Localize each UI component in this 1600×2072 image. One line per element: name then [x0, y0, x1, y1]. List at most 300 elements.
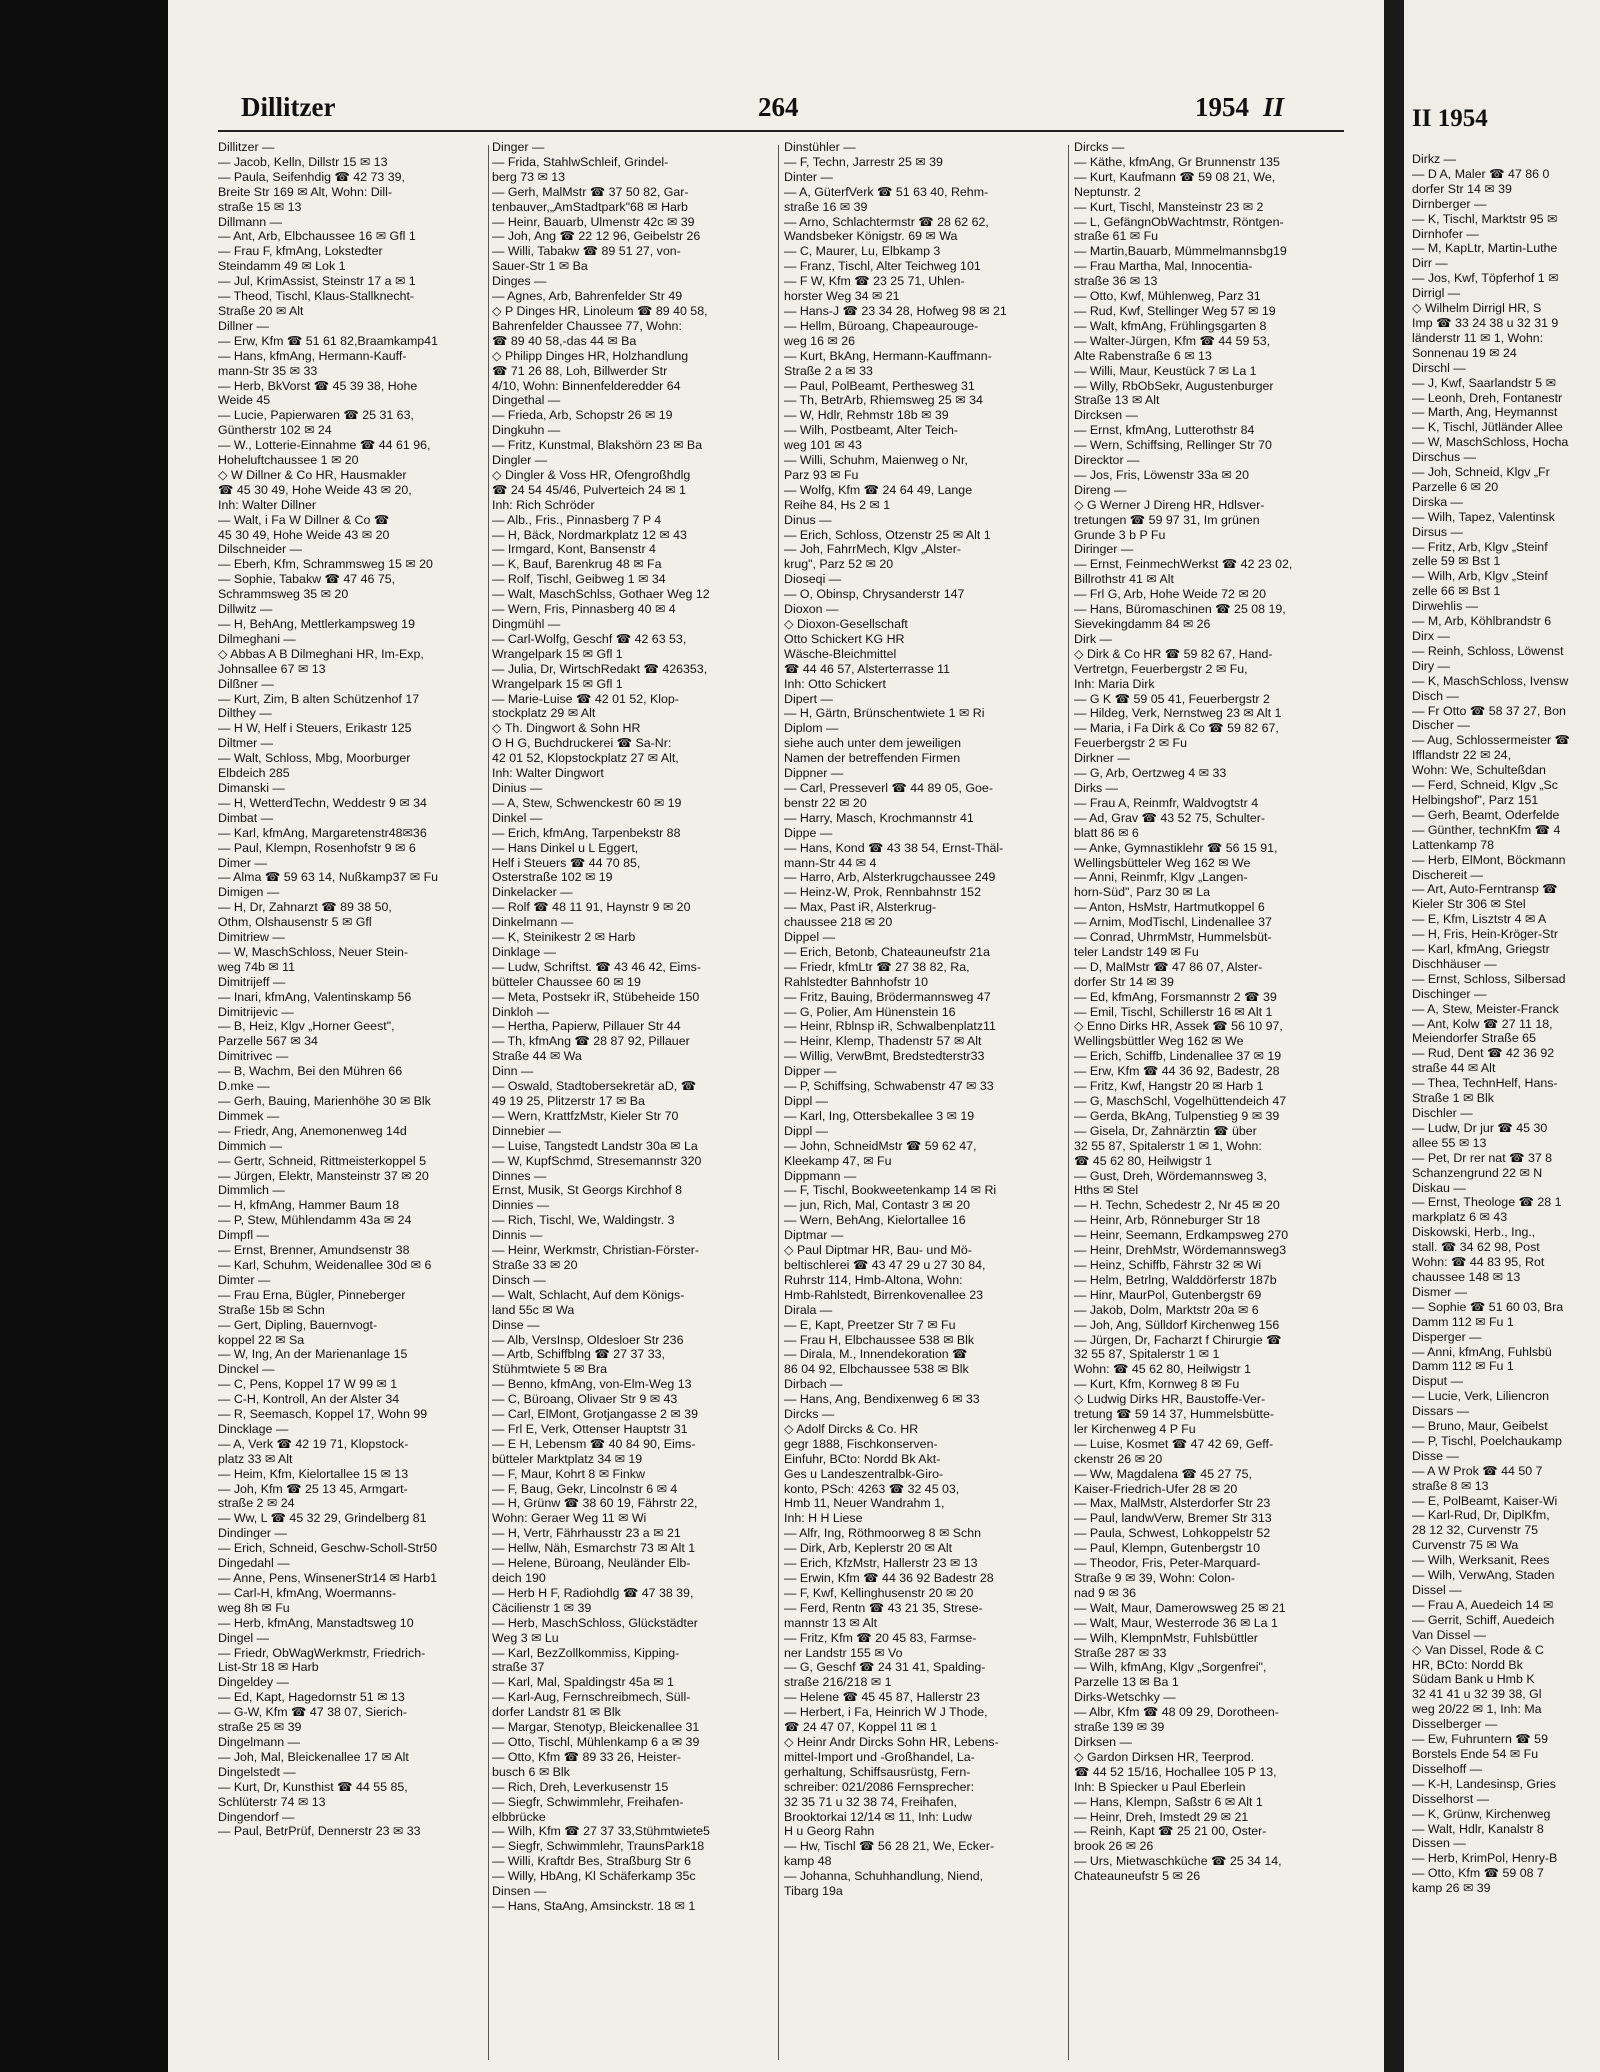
directory-line: Schanzengrund 22 ✉ N — [1412, 1165, 1543, 1180]
directory-line: — Sophie, Tabakw ☎ 47 46 75, — [218, 572, 396, 587]
directory-line: — Anke, Gymnastiklehr ☎ 56 15 91, — [1074, 840, 1278, 855]
directory-line: — Jos, Fris, Löwenstr 33a ✉ 20 — [1074, 467, 1249, 482]
directory-line: Straße 1 ✉ Blk — [1412, 1091, 1494, 1106]
directory-line: — Kurt, Kfm, Kornweg 8 ✉ Fu — [1074, 1377, 1240, 1392]
header-title: Dillitzer — [241, 92, 336, 122]
directory-line: kamp 48 — [784, 1854, 832, 1869]
directory-line: — Hellm, Büroang, Chapeaurouge- — [784, 318, 979, 333]
directory-line: — Emil, Tischl, Schillerstr 16 ✉ Alt 1 — [1074, 1004, 1273, 1019]
directory-line: mann-Str 35 ✉ 33 — [218, 363, 318, 378]
directory-line: — Wern, BehAng, Kielortallee 16 — [784, 1213, 966, 1228]
directory-line: Inh: Walter Dillner — [218, 497, 317, 512]
directory-line: — F, Maur, Kohrt 8 ✉ Finkw — [492, 1466, 645, 1481]
directory-line: — Otto, Kfm ☎ 89 33 26, Heister- — [492, 1749, 681, 1764]
directory-line: — Frl G, Arb, Hohe Weide 72 ✉ 20 — [1074, 587, 1266, 602]
directory-line: — Gust, Dreh, Wördemannsweg 3, — [1074, 1168, 1267, 1183]
directory-line: Alte Rabenstraße 6 ✉ 13 — [1074, 348, 1212, 363]
directory-line: Dingkuhn — — [492, 423, 561, 438]
directory-line: Dinckel — — [218, 1362, 275, 1377]
directory-line: — Walt, Maur, Damerowsweg 25 ✉ 21 — [1074, 1600, 1286, 1615]
directory-page — [168, 0, 1384, 2072]
directory-line: ◇ G Werner J Direng HR, Hdlsver- — [1074, 497, 1265, 512]
directory-line: — Paula, Schwest, Lohkoppelstr 52 — [1074, 1526, 1271, 1541]
directory-line: — K, Steinikestr 2 ✉ Harb — [492, 930, 636, 945]
directory-line: — E, Kapt, Preetzer Str 7 ✉ Fu — [784, 1317, 956, 1332]
directory-line: — G, MaschSchl, Vogelhüttendeich 47 — [1074, 1094, 1287, 1108]
directory-line: — Martin,Bauarb, Mümmelmannsbg19 — [1074, 244, 1287, 259]
directory-line: — Heinr, Dreh, Imstedt 29 ✉ 21 — [1074, 1809, 1249, 1824]
directory-line: Dirkner — — [1074, 751, 1130, 766]
directory-line: ◇ Gardon Dirksen HR, Teerprod. — [1074, 1749, 1255, 1764]
directory-line: Brooktorkai 12/14 ✉ 11, Inh: Ludw — [784, 1809, 972, 1824]
directory-line: — Eberh, Kfm, Schrammsweg 15 ✉ 20 — [218, 557, 433, 572]
directory-line: — Ant, Kolw ☎ 27 11 18, — [1412, 1016, 1553, 1031]
directory-line: — Kurt, BkAng, Hermann-Kauffmann- — [784, 348, 992, 363]
directory-line: — Fr Otto ☎ 58 37 27, Bon — [1412, 703, 1566, 718]
directory-line: — Karl, kfmAng, Griegstr — [1412, 942, 1550, 957]
directory-line: 32 55 87, Spitalerstr 1 ✉ 1, Wohn: — [1074, 1138, 1262, 1153]
directory-line: Dincklage — — [218, 1421, 289, 1436]
directory-line: — K, MaschSchloss, Ivensw — [1412, 673, 1569, 688]
directory-line: Straße 2 a ✉ 33 — [784, 363, 873, 378]
directory-line: Inh: Walter Dingwort — [492, 766, 604, 781]
directory-line: — Wolfg, Kfm ☎ 24 64 49, Lange — [784, 482, 973, 497]
directory-line: — Harry, Masch, Krochmannstr 41 — [784, 810, 974, 825]
directory-line: — John, SchneidMstr ☎ 59 62 47, — [784, 1138, 977, 1153]
directory-line: Dimanski — — [218, 780, 285, 795]
directory-line: nad 9 ✉ 36 — [1074, 1585, 1137, 1600]
directory-line: 4/10, Wohn: Binnenfelderedder 64 — [492, 378, 681, 393]
directory-line: Dinkelacker — — [492, 885, 573, 900]
directory-line: — G K ☎ 59 05 41, Feuerbergstr 2 — [1074, 691, 1270, 706]
directory-line: — Gerh, Bauing, Marienhöhe 30 ✉ Blk — [218, 1094, 431, 1108]
directory-line: — Hans, StaAng, Amsinckstr. 18 ✉ 1 — [492, 1898, 696, 1913]
directory-line: Wohn: ☎ 45 62 80, Heilwigstr 1 — [1074, 1362, 1252, 1377]
directory-line: — P, Tischl, Poelchaukamp — [1412, 1433, 1562, 1448]
directory-line: — Jos, Kwf, Töpferhof 1 ✉ — [1412, 271, 1559, 286]
directory-line: — D, MalMstr ☎ 47 86 07, Alster- — [1074, 959, 1263, 974]
directory-line: — Rich, Dreh, Leverkusenstr 15 — [492, 1779, 669, 1794]
directory-line: — Heinr, DrehMstr, Wördemannsweg3 — [1074, 1243, 1287, 1258]
directory-line: ◇ Abbas A B Dilmeghani HR, Im-Exp, — [218, 646, 424, 661]
directory-line: Namen der betreffenden Firmen — [784, 751, 961, 766]
directory-line: Einfuhr, BCto: Nordd Bk Akt- — [784, 1451, 941, 1466]
directory-line: konto, PSch: 4263 ☎ 32 45 03, — [784, 1481, 960, 1496]
directory-line: — Käthe, kfmAng, Gr Brunnenstr 135 — [1074, 154, 1280, 169]
directory-line: — C, Maurer, Lu, Elbkamp 3 — [784, 244, 941, 259]
directory-line: Johnsallee 67 ✉ 13 — [218, 661, 326, 676]
directory-line: Dinse — — [492, 1317, 540, 1332]
directory-line: Reihe 84, Hs 2 ✉ 1 — [784, 497, 891, 512]
directory-line: — Sophie ☎ 51 60 03, Bra — [1412, 1299, 1564, 1314]
directory-line: straße 44 ✉ Alt — [1412, 1061, 1496, 1076]
directory-line: stockplatz 29 ✉ Alt — [492, 706, 596, 721]
directory-line: Dingelmann — — [218, 1734, 300, 1749]
directory-line: Dingedahl — — [218, 1556, 290, 1571]
directory-line: Dirks-Wetschky — — [1074, 1690, 1176, 1705]
directory-line: Dioxon — — [784, 602, 839, 617]
directory-line: D.mke — — [218, 1079, 270, 1094]
directory-line: — Ad, Grav ☎ 43 52 75, Schulter- — [1074, 810, 1266, 825]
directory-line: Othm, Olshausenstr 5 ✉ Gfl — [218, 915, 372, 930]
directory-line: — Fritz, Bauing, Brödermannsweg 47 — [784, 989, 991, 1004]
directory-line: Imp ☎ 33 24 38 u 32 31 9 — [1412, 315, 1559, 330]
directory-line: — Joh, Ang, Sülldorf Kirchenweg 156 — [1074, 1317, 1280, 1332]
directory-line: Direcktor — — [1074, 453, 1140, 468]
directory-line: Dirsus — — [1412, 524, 1463, 539]
directory-line: — Frida, StahlwSchleif, Grindel- — [492, 154, 669, 169]
directory-line: tretungen ☎ 59 97 31, Im grünen — [1074, 512, 1260, 527]
directory-line: — Dirala, M., Innendekoration ☎ — [784, 1347, 968, 1362]
directory-line: Dimmek — — [218, 1108, 280, 1123]
directory-line: mann-Str 44 ✉ 4 — [784, 855, 877, 870]
directory-line: Dissen — — [1412, 1836, 1466, 1851]
directory-line: — Otto, Tischl, Mühlenkamp 6 a ✉ 39 — [492, 1734, 700, 1749]
directory-line: Borstels Ende 54 ✉ Fu — [1412, 1746, 1539, 1761]
directory-line: stall. ☎ 34 62 98, Post — [1412, 1240, 1540, 1255]
directory-line: — Max, Past iR, Alsterkrug- — [784, 900, 937, 915]
directory-line: Dissars — — [1412, 1404, 1470, 1419]
directory-line: Dinius — — [492, 780, 543, 795]
directory-line: gegr 1888, Fischkonserven- — [784, 1436, 938, 1451]
directory-line: — Marth, Ang, Heymannst — [1412, 405, 1558, 420]
directory-line: — Herb, MaschSchloss, Glückstädter — [492, 1615, 698, 1630]
directory-line: Van Dissel — — [1412, 1627, 1487, 1642]
directory-line: — Hans, Ang, Bendixenweg 6 ✉ 33 — [784, 1392, 980, 1407]
directory-line: — A, Verk ☎ 42 19 71, Klopstock- — [218, 1436, 409, 1451]
facing-page — [1404, 0, 1600, 2072]
directory-line: Inh: H H Liese — [784, 1511, 863, 1526]
directory-line: — Friedr, Ang, Anemonenweg 14d — [218, 1123, 407, 1138]
directory-line: ◇ Ludwig Dirks HR, Baustoffe-Ver- — [1074, 1392, 1266, 1407]
directory-line: — K, Bauf, Barenkrug 48 ✉ Fa — [492, 557, 662, 572]
directory-line: Hoheluftchaussee 1 ✉ 20 — [218, 453, 359, 468]
directory-line: — K, Grünw, Kirchenweg — [1412, 1806, 1551, 1821]
directory-line: Wellingsbütteler Weg 162 ✉ We — [1074, 855, 1251, 870]
directory-line: — J, Kwf, Saarlandstr 5 ✉ — [1412, 375, 1556, 390]
directory-line: — Hans, Büromaschinen ☎ 25 08 19, — [1074, 602, 1286, 617]
directory-line: Hmb 11, Neuer Wandrahm 1, — [784, 1496, 945, 1511]
directory-line: — A W Prok ☎ 44 50 7 — [1412, 1463, 1543, 1478]
directory-line: Dirska — — [1412, 494, 1463, 509]
directory-line: — Paul, PolBeamt, Perthesweg 31 — [784, 378, 975, 393]
directory-line: — Karl-Rud, Dr, DiplKfm, — [1412, 1508, 1550, 1523]
directory-line: Sonnenau 19 ✉ 24 — [1412, 345, 1517, 360]
directory-line: dorfer Str 14 ✉ 39 — [1074, 974, 1174, 989]
directory-line: — Herb, ElMont, Böckmann — [1412, 852, 1566, 867]
directory-line: — Gert, Dipling, Bauernvogt- — [218, 1317, 378, 1332]
directory-line: H u Georg Rahn — [784, 1824, 875, 1839]
directory-line: horn-Süd", Parz 30 ✉ La — [1074, 885, 1211, 900]
directory-line: — Walt, Schlacht, Auf dem Königs- — [492, 1287, 685, 1302]
directory-line: — Artb, Schiffblng ☎ 27 37 33, — [492, 1347, 665, 1362]
directory-line: — Anton, HsMstr, Hartmutkoppel 6 — [1074, 900, 1265, 915]
directory-line: — Benno, kfmAng, von-Elm-Weg 13 — [492, 1377, 692, 1392]
directory-line: — Frau Erna, Bügler, Pinneberger — [218, 1287, 406, 1302]
directory-line: — Karl, BezZollkommiss, Kipping- — [492, 1645, 680, 1660]
directory-line: — Max, MalMstr, Alsterdorfer Str 23 — [1074, 1496, 1271, 1511]
directory-line: — W, MaschSchloss, Hocha — [1412, 435, 1569, 450]
directory-line: — Julia, Dr, WirtschRedakt ☎ 426353, — [492, 661, 708, 676]
directory-line: Dinsen — — [492, 1884, 547, 1899]
directory-line: Dimitrijevic — — [218, 1004, 294, 1019]
directory-line: — H, Vertr, Fährhausstr 23 a ✉ 21 — [492, 1526, 681, 1541]
directory-line: — Hans Dinkel u L Eggert, — [492, 840, 639, 855]
directory-line: — Karl, Ing, Ottersbekallee 3 ✉ 19 — [784, 1108, 975, 1123]
directory-line: ☎ 71 26 88, Loh, Billwerder Str — [492, 363, 668, 378]
directory-line: mittel-Import und -Großhandel, La- — [784, 1749, 975, 1764]
page-gutter — [1384, 0, 1404, 2072]
directory-line: — Erw, Kfm ☎ 51 61 82,Braamkamp41 — [218, 333, 438, 348]
directory-line: Ges u Landeszentralbk-Giro- — [784, 1466, 944, 1481]
directory-line: — E, Kfm, Lisztstr 4 ✉ A — [1412, 912, 1547, 927]
directory-line: Dingelstedt — — [218, 1764, 296, 1779]
directory-line: straße 16 ✉ 39 — [784, 199, 868, 214]
directory-line: — Wilh, Arb, Klgv „Steinf — [1412, 569, 1548, 584]
directory-line: Wellingsbüttler Weg 162 ✉ We — [1074, 1034, 1244, 1049]
directory-line: Diskau — — [1412, 1180, 1466, 1195]
directory-line: Disselhoff — — [1412, 1761, 1483, 1776]
directory-line: — Rolf ☎ 48 11 91, Haynstr 9 ✉ 20 — [492, 900, 691, 915]
directory-line: Dimter — — [218, 1272, 271, 1287]
directory-line: dorfer Str 14 ✉ 39 — [1412, 181, 1512, 196]
directory-line: — B, Heiz, Klgv „Horner Geest", — [218, 1019, 395, 1034]
directory-line: ◇ Philipp Dinges HR, Holzhandlung — [492, 348, 689, 363]
directory-line: Parz 93 ✉ Fu — [784, 467, 859, 482]
directory-line: — Willi, Tabakw ☎ 89 51 27, von- — [492, 244, 681, 259]
directory-line: — Paul, BetrPrüf, Dennerstr 23 ✉ 33 — [218, 1824, 421, 1839]
directory-line: Tibarg 19a — [784, 1884, 843, 1899]
directory-line: Schrammsweg 35 ✉ 20 — [218, 587, 349, 602]
directory-line: ckenstr 26 ✉ 20 — [1074, 1451, 1163, 1466]
directory-line: Dirkz — — [1412, 152, 1457, 166]
directory-line: — P, Schiffsing, Schwabenstr 47 ✉ 33 — [784, 1079, 994, 1094]
directory-line: Sauer-Str 1 ✉ Ba — [492, 259, 588, 274]
directory-line: Dirschus — — [1412, 450, 1477, 465]
directory-line: Dillner — — [218, 318, 269, 333]
directory-line: — Helene ☎ 45 45 87, Hallerstr 23 — [784, 1690, 980, 1705]
directory-line: — Otto, Kwf, Mühlenweg, Parz 31 — [1074, 289, 1261, 304]
directory-line: — Karl-Aug, Fernschreibmech, Süll- — [492, 1690, 691, 1705]
directory-line: Dimpfl — — [218, 1228, 269, 1243]
directory-line: — Heinr, Arb, Rönneburger Str 18 — [1074, 1213, 1260, 1228]
directory-line: — H W, Helf i Steuers, Erikastr 125 — [218, 721, 412, 736]
directory-line: ☎ 24 47 07, Koppel 11 ✉ 1 — [784, 1720, 938, 1735]
directory-line: ☎ 44 46 57, Alsterterrasse 11 — [784, 661, 951, 676]
directory-line: weg 20/22 ✉ 1, Inh: Ma — [1412, 1702, 1542, 1717]
directory-line: Inh: Otto Schickert — [784, 676, 886, 691]
directory-line: 86 04 92, Elbchaussee 538 ✉ Blk — [784, 1362, 969, 1377]
directory-line: — Gerrit, Schiff, Auedeich — [1412, 1612, 1555, 1627]
directory-line: — Karl, Schuhm, Weidenallee 30d ✉ 6 — [218, 1257, 432, 1272]
column-1 — [218, 140, 496, 2060]
directory-line: — Ww, L ☎ 45 32 29, Grindelberg 81 — [218, 1511, 427, 1526]
directory-line: Direng — — [1074, 482, 1127, 497]
directory-line: Disput — — [1412, 1374, 1463, 1389]
directory-line: Dimbat — — [218, 810, 274, 825]
directory-line: — Heinr, Seemann, Erdkampsweg 270 — [1074, 1228, 1289, 1243]
directory-line: Wrangelpark 15 ✉ Gfl 1 — [492, 646, 623, 661]
directory-line: Straße 15b ✉ Schn — [218, 1302, 325, 1317]
directory-line: Güntherstr 102 ✉ 24 — [218, 423, 332, 438]
directory-line: — B, Wachm, Bei den Mühren 66 — [218, 1064, 403, 1079]
directory-line: mannstr 13 ✉ Alt — [784, 1615, 878, 1630]
directory-line: — Joh, Ang ☎ 22 12 96, Geibelstr 26 — [492, 229, 701, 244]
directory-line: Lattenkamp 78 — [1412, 837, 1494, 852]
directory-line: — Luise, Tangstedt Landstr 30a ✉ La — [492, 1138, 698, 1153]
directory-line: zelle 66 ✉ Bst 1 — [1412, 584, 1501, 599]
directory-line: Dipper — — [784, 1064, 837, 1079]
directory-line: Inh: B Spiecker u Paul Eberlein — [1074, 1779, 1246, 1794]
directory-line: — Karl, Mal, Spaldingstr 45a ✉ 1 — [492, 1675, 674, 1690]
directory-line: Dimitrivec — — [218, 1049, 289, 1064]
directory-line: — Walter-Jürgen, Kfm ☎ 44 59 53, — [1074, 333, 1271, 348]
directory-line: — Wilh, kfmAng, Klgv „Sorgenfrei", — [1074, 1660, 1267, 1675]
directory-line: — W, Hdlr, Rehmstr 18b ✉ 39 — [784, 408, 949, 423]
directory-line: — Erwin, Kfm ☎ 44 36 92 Badestr 28 — [784, 1571, 994, 1585]
directory-line: — Joh, Schneid, Klgv „Fr — [1412, 465, 1550, 480]
directory-line: — Marie-Luise ☎ 42 01 52, Klop- — [492, 691, 679, 706]
directory-line: — Ew, Fuhruntern ☎ 59 — [1412, 1732, 1548, 1747]
directory-line: — K, Tischl, Jütländer Allee — [1412, 420, 1563, 435]
directory-line: ☎ 89 40 58,-das 44 ✉ Ba — [492, 333, 637, 348]
directory-line: — Herb, BkVorst ☎ 45 39 38, Hohe — [218, 378, 418, 393]
directory-line: ner Landstr 155 ✉ Vo — [784, 1645, 903, 1660]
directory-line: horster Weg 34 ✉ 21 — [784, 289, 900, 304]
directory-line: Dingeldey — — [218, 1675, 289, 1690]
directory-line: — A, Stew, Meister-Franck — [1412, 1001, 1559, 1016]
directory-line: — Frl E, Verk, Ottenser Hauptstr 31 — [492, 1421, 688, 1436]
directory-line: — Wilh, KlempnMstr, Fuhlsbüttler — [1074, 1630, 1258, 1645]
directory-line: — Erich, Betonb, Chateauneufstr 21a — [784, 944, 990, 959]
directory-line: — Joh, FahrrMech, Klgv „Alster- — [784, 542, 961, 557]
directory-line: — Inari, kfmAng, Valentinskamp 56 — [218, 989, 412, 1004]
directory-line: — Jürgen, Elektr, Mansteinstr 37 ✉ 20 — [218, 1168, 429, 1183]
directory-line: Kaiser-Friedrich-Ufer 28 ✉ 20 — [1074, 1481, 1238, 1496]
directory-line: Dippel — — [784, 930, 835, 945]
directory-line: Diltmer — — [218, 736, 274, 751]
directory-line: — Otto, Kfm ☎ 59 08 7 — [1412, 1866, 1544, 1881]
directory-line: weg 8h ✉ Fu — [218, 1600, 290, 1615]
directory-line: — Friedr, kfmLtr ☎ 27 38 82, Ra, — [784, 959, 970, 974]
directory-line: Feuerbergstr 2 ✉ Fu — [1074, 736, 1187, 751]
directory-line: — Ernst, Brenner, Amundsenstr 38 — [218, 1243, 410, 1258]
directory-line: Dirks — — [1074, 780, 1119, 795]
directory-line: — Herbert, i Fa, Heinrich W J Thode, — [784, 1705, 988, 1720]
directory-line: Grunde 3 b P Fu — [1074, 527, 1166, 542]
directory-line: Ernst, Musik, St Georgs Kirchhof 8 — [492, 1183, 683, 1198]
directory-line: — Heinz, Schiffb, Fährstr 32 ✉ Wi — [1074, 1257, 1262, 1272]
directory-line: — Walt, Hdlr, Kanalstr 8 — [1412, 1821, 1544, 1836]
directory-line: — Paula, Seifenhdig ☎ 42 73 39, — [218, 169, 405, 184]
directory-line: — E, PolBeamt, Kaiser-Wi — [1412, 1493, 1558, 1508]
directory-line: Dirwehlis — — [1412, 599, 1479, 614]
directory-line: — Ed, kfmAng, Forsmannstr 2 ☎ 39 — [1074, 989, 1277, 1004]
directory-line: — Kurt, Kaufmann ☎ 59 08 21, We, — [1074, 169, 1276, 184]
directory-line: — D A, Maler ☎ 47 86 0 — [1412, 166, 1550, 181]
directory-line: ◇ Heinr Andr Dircks Sohn HR, Lebens- — [784, 1734, 999, 1749]
directory-line: — Erich, Schneid, Geschw-Scholl-Str50 — [218, 1541, 437, 1556]
directory-line: — Theodor, Fris, Peter-Marquard- — [1074, 1556, 1261, 1571]
directory-line: — Wern, KrattfzMstr, Kieler Str 70 — [492, 1108, 679, 1123]
directory-line: Dingmühl — — [492, 617, 561, 631]
directory-line: — Willy, HbAng, Kl Schäferkamp 35c — [492, 1869, 696, 1884]
directory-line: Ifflandstr 22 ✉ 24, — [1412, 748, 1512, 763]
directory-line: — Carl, Presseverl ☎ 44 89 05, Goe- — [784, 780, 993, 795]
directory-line: markplatz 6 ✉ 43 — [1412, 1210, 1508, 1225]
directory-line: — Ludw, Schriftst. ☎ 43 46 42, Eims- — [492, 959, 701, 974]
directory-line: straße 8 ✉ 13 — [1412, 1478, 1489, 1493]
directory-line: — Siegfr, Schwimmlehr, Freihafen- — [492, 1794, 684, 1809]
directory-line: 42 01 52, Klopstockplatz 27 ✉ Alt, — [492, 751, 679, 766]
directory-line: — Harro, Arb, Alsterkrugchaussee 249 — [784, 870, 996, 885]
directory-line: 28 12 32, Curvenstr 75 — [1412, 1523, 1539, 1538]
directory-line: Dindinger — — [218, 1526, 287, 1541]
directory-line: — Oswald, Stadtobersekretär aD, ☎ — [492, 1079, 697, 1094]
directory-line: — Gerda, BkAng, Tulpenstieg 9 ✉ 39 — [1074, 1108, 1280, 1123]
directory-line: — F, Tischl, Bookweetenkamp 14 ✉ Ri — [784, 1183, 997, 1198]
directory-line: — Jacob, Kelln, Dillstr 15 ✉ 13 — [218, 154, 388, 169]
directory-line: — R, Seemasch, Koppel 17, Wohn 99 — [218, 1407, 428, 1422]
directory-line: — Hertha, Papierw, Pillauer Str 44 — [492, 1019, 681, 1034]
directory-line: — W, MaschSchloss, Neuer Stein- — [218, 944, 409, 959]
directory-line: Dircksen — — [1074, 408, 1139, 423]
directory-line: ☎ 45 30 49, Hohe Weide 43 ✉ 20, — [218, 482, 412, 497]
column-3 — [784, 140, 1062, 2060]
directory-line: straße 216/218 ✉ 1 — [784, 1675, 892, 1690]
directory-line: Dimer — — [218, 855, 267, 870]
directory-line: — C, Pens, Koppel 17 W 99 ✉ 1 — [218, 1377, 398, 1392]
directory-line: Dirrigl — — [1412, 286, 1461, 301]
directory-line: Schlüterstr 74 ✉ 13 — [218, 1794, 326, 1809]
directory-line: Straße 44 ✉ Wa — [492, 1049, 582, 1064]
directory-line: bütteler Marktplatz 34 ✉ 19 — [492, 1451, 643, 1466]
directory-line: — Irmgard, Kont, Bansenstr 4 — [492, 542, 656, 557]
directory-line: — Heinr, Klemp, Thadenstr 57 ✉ Alt — [784, 1034, 982, 1049]
directory-line: bütteler Chaussee 60 ✉ 19 — [492, 974, 641, 989]
directory-line: — Aug, Schlossermeister ☎ — [1412, 733, 1570, 748]
directory-line: Dirnhofer — — [1412, 226, 1479, 241]
directory-line: — Lucie, Verk, Liliencron — [1412, 1389, 1550, 1404]
directory-line: Dismer — — [1412, 1284, 1468, 1299]
directory-line: — Willy, RbObSekr, Augustenburger — [1074, 378, 1274, 393]
directory-line: Disse — — [1412, 1448, 1459, 1463]
directory-line: — Wilh, Kfm ☎ 27 37 33,Stühmtwiete5 — [492, 1824, 710, 1839]
directory-line: — Th, BetrArb, Rhiemsweg 25 ✉ 34 — [784, 393, 983, 408]
directory-line: straße 37 — [492, 1660, 545, 1675]
directory-line: Sievekingdamm 84 ✉ 26 — [1074, 617, 1211, 631]
directory-line: — Jakob, Dolm, Marktstr 20a ✉ 6 — [1074, 1302, 1259, 1317]
directory-line: Helbingshof", Parz 151 — [1412, 792, 1539, 807]
directory-line: — Siegfr, Schwimmlehr, TraunsPark18 — [492, 1839, 705, 1854]
directory-line: — M, KapLtr, Martin-Luthe — [1412, 241, 1558, 256]
directory-line: Chateauneufstr 5 ✉ 26 — [1074, 1869, 1201, 1884]
directory-line: — Art, Auto-Ferntransp ☎ — [1412, 882, 1558, 897]
directory-line: — Frau H, Elbchaussee 538 ✉ Blk — [784, 1332, 975, 1347]
directory-line: dorfer Landstr 81 ✉ Blk — [492, 1705, 621, 1720]
directory-line: — W, KupfSchmd, Stresemannstr 320 — [492, 1153, 702, 1168]
directory-line: ◇ Van Dissel, Rode & C — [1412, 1642, 1544, 1657]
directory-line: — F, Baug, Gekr, Lincolnstr 6 ✉ 4 — [492, 1481, 678, 1496]
directory-line: — Wilh, Tapez, Valentinsk — [1412, 509, 1555, 524]
directory-line: — Wilh, Werksanit, Rees — [1412, 1553, 1550, 1568]
directory-line: ◇ Dingler & Voss HR, Ofengroßhdlg — [492, 467, 691, 482]
directory-line: Straße 33 ✉ 20 — [492, 1257, 578, 1272]
directory-line: Parzelle 13 ✉ Ba 1 — [1074, 1675, 1179, 1690]
header-volume: II — [1262, 92, 1284, 122]
directory-line: ◇ Dioxon-Gesellschaft — [784, 617, 908, 631]
directory-line: Dimitrijeff — — [218, 974, 286, 989]
